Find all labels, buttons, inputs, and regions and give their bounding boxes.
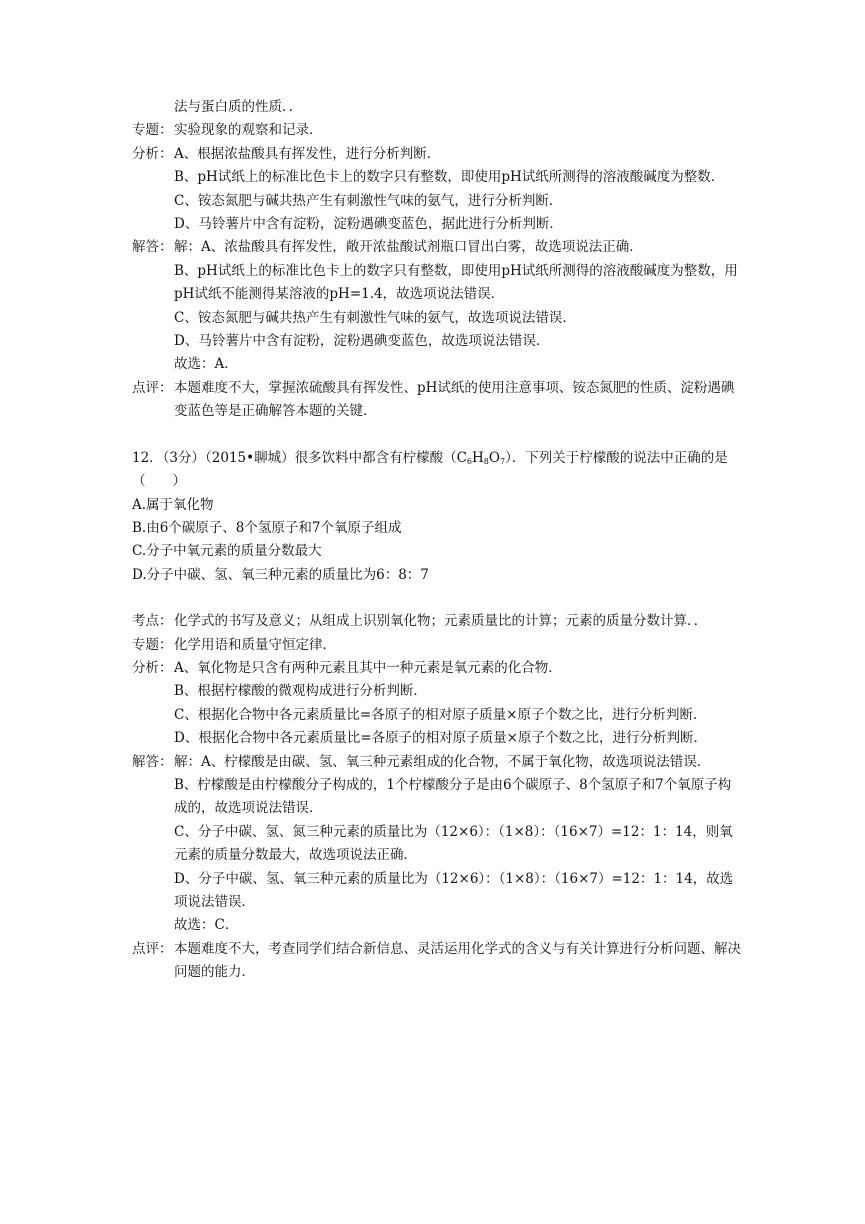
comment-label: 点评： xyxy=(132,379,173,396)
answer-choice: 故选：A． xyxy=(174,356,238,373)
formula-sub: 8 xyxy=(483,456,489,466)
analysis-item: A、氧化物是只含有两种元素且其中一种元素是氧元素的化合物． xyxy=(174,659,562,676)
option-c: C.分子中氧元素的质量分数最大 xyxy=(132,543,322,560)
answer-label: 解答： xyxy=(132,753,173,770)
q12-topic xyxy=(132,634,742,657)
stem-part: ）．下列关于柠檬酸的说法中正确的是（ ） xyxy=(132,449,728,490)
topic-label: 专题： xyxy=(132,122,173,139)
answer-item: D、马铃薯片中含有淀粉，淀粉遇碘变蓝色，故选项说法错误． xyxy=(174,333,550,350)
analysis-item: B、pH试纸上的标准比色卡上的数字只有整数，即使用pH试纸所测得的溶液酸碱度为整数． xyxy=(174,169,725,186)
prev-answer xyxy=(132,236,742,376)
q12-point xyxy=(132,610,742,633)
comment-text: 本题难度不大，考查同学们结合新信息、灵活运用化学式的含义与有关计算进行分析问题、解决问题的能力． xyxy=(174,940,741,981)
comment-text: 本题难度不大，掌握浓硫酸具有挥发性、pH试纸的使用注意事项、铵态氮肥的性质、淀粉遇碘变蓝色等是正确解答本题的关键． xyxy=(174,379,735,420)
option-a: A.属于氧化物 xyxy=(132,496,214,513)
formula-sub: 6 xyxy=(466,456,473,466)
option-b: B.由6个碳原子、8个氢原子和7个氧原子组成 xyxy=(132,519,402,536)
analysis-item: D、马铃薯片中含有淀粉，淀粉遇碘变蓝色，据此进行分析判断． xyxy=(174,216,563,233)
analysis-label: 分析： xyxy=(132,145,173,162)
answer-label: 解答： xyxy=(132,239,173,256)
spacer xyxy=(132,587,742,610)
document-page xyxy=(132,96,742,985)
point-text: 化学式的书写及意义；从组成上识别氧化物；元素质量比的计算；元素的质量分数计算．． xyxy=(174,613,708,630)
comment-label: 点评： xyxy=(132,940,173,957)
analysis-label: 分析： xyxy=(132,659,173,676)
answer-item: 解：A、柠檬酸是由碳、氢、氧三种元素组成的化合物，不属于氧化物，故选项说法错误． xyxy=(174,753,711,770)
spacer xyxy=(132,424,742,447)
q12-comment xyxy=(132,938,742,985)
topic-text: 实验现象的观察和记录． xyxy=(174,122,323,139)
formula-element: O xyxy=(488,449,500,466)
formula-element: H xyxy=(472,449,484,466)
q12-answer xyxy=(132,751,742,938)
answer-item: D、分子中碳、氢、氧三种元素的质量比为（12×6）：（1×8）：（16×7）=12：1：14，故选项说法错误． xyxy=(174,870,734,910)
point-continuation: 法与蛋白质的性质．． xyxy=(174,99,303,115)
answer-item: C、铵态氮肥与碱共热产生有刺激性气味的氨气，故选项说法错误． xyxy=(174,309,576,326)
answer-item: C、分子中碳、氢、氮三种元素的质量比为（12×6）：（1×8）：（16×7）=12：1：14，则氧元素的质量分数最大，故选项说法正确． xyxy=(174,823,733,864)
prev-comment xyxy=(132,377,742,424)
point-label: 考点： xyxy=(132,613,173,630)
option-d: D.分子中碳、氢、氧三种元素的质量比为6：8：7 xyxy=(132,566,429,583)
prev-analysis xyxy=(132,143,742,237)
answer-choice: 故选：C． xyxy=(174,917,239,934)
analysis-item: A、根据浓盐酸具有挥发性，进行分析判断． xyxy=(174,145,441,162)
prev-topic xyxy=(132,119,742,142)
question-stem xyxy=(132,447,742,494)
topic-label: 专题： xyxy=(132,636,173,653)
analysis-item: C、铵态氮肥与碱共热产生有刺激性气味的氨气，进行分析判断． xyxy=(174,192,563,209)
answer-item: B、柠檬酸是由柠檬酸分子构成的，1个柠檬酸分子是由6个碳原子、8个氢原子和7个氧原子构成的，故选项说法错误． xyxy=(174,776,732,817)
analysis-item: D、根据化合物中各元素质量比=各原子的相对原子质量×原子个数之比，进行分析判断． xyxy=(174,730,707,747)
analysis-item: C、根据化合物中各元素质量比=各原子的相对原子质量×原子个数之比，进行分析判断． xyxy=(174,706,707,723)
answer-item: 解：A、浓盐酸具有挥发性，敞开浓盐酸试剂瓶口冒出白雾，故选项说法正确． xyxy=(174,239,643,256)
formula-sub: 7 xyxy=(499,456,506,466)
answer-item: B、pH试纸上的标准比色卡上的数字只有整数，即使用pH试纸所测得的溶液酸碱度为整数，用pH试纸不能测得某溶液的pH=1.4，故选项说法错误． xyxy=(174,262,738,303)
stem-part: 12．（3分）（2015•聊城）很多饮料中都含有柠檬酸（C xyxy=(132,449,467,466)
analysis-item: B、根据柠檬酸的微观构成进行分析判断． xyxy=(174,683,427,700)
q12-analysis xyxy=(132,657,742,751)
topic-text: 化学用语和质量守恒定律． xyxy=(174,636,336,653)
